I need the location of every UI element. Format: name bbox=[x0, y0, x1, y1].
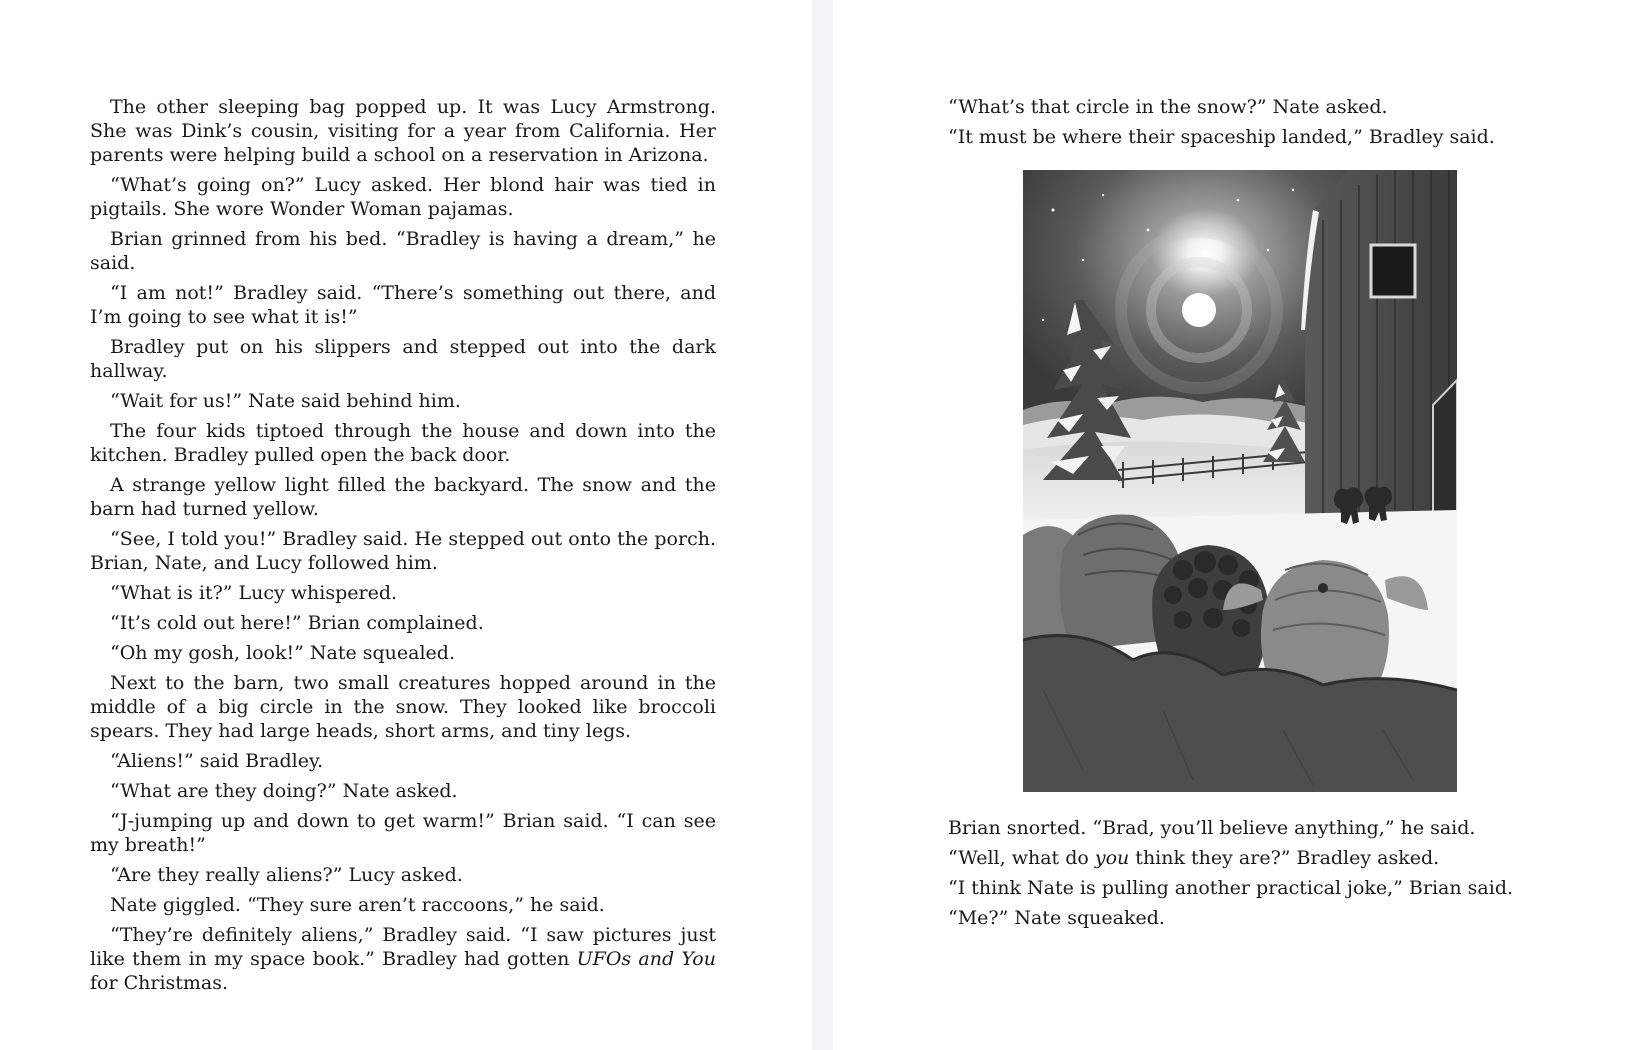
paragraph: “Oh my gosh, look!” Nate squealed. bbox=[110, 642, 455, 664]
paragraph: “They’re definitely aliens,” Bradley said. “I saw pictures just like them in my space book.” Bradley had gotten UFOs and You for Christmas. bbox=[90, 924, 716, 994]
paragraph: “Well, what do you think they are?” Bradley asked. bbox=[948, 847, 1440, 869]
paragraph: “Wait for us!” Nate said behind him. bbox=[110, 390, 461, 412]
paragraph: “I am not!” Bradley said. “There’s something out there, and I’m going to see what it is!” bbox=[90, 282, 716, 328]
paragraph: “Aliens!” said Bradley. bbox=[110, 750, 324, 772]
snowy-barn-night-illustration bbox=[1023, 170, 1457, 792]
emphasis-italic: you bbox=[1094, 847, 1130, 869]
paragraph: “See, I told you!” Bradley said. He stepped out onto the porch. Brian, Nate, and Lucy followed him. bbox=[90, 528, 716, 574]
paragraph: “Are they really aliens?” Lucy asked. bbox=[110, 864, 463, 886]
paragraph: The four kids tiptoed through the house and down into the kitchen. Bradley pulled open the back door. bbox=[90, 420, 716, 466]
paragraph: The other sleeping bag popped up. It was Lucy Armstrong. She was Dink’s cousin, visiting for a year from California. Her parents were helping build a school on a reservation in Arizona. bbox=[90, 96, 716, 166]
paragraph: Brian snorted. “Brad, you’ll believe anything,” he said. bbox=[948, 817, 1476, 839]
left-page-text bbox=[90, 95, 716, 1001]
paragraph: “It must be where their spaceship landed,” Bradley said. bbox=[948, 126, 1495, 148]
paragraph: A strange yellow light filled the backyard. The snow and the barn had turned yellow. bbox=[90, 474, 716, 520]
paragraph: “It’s cold out here!” Brian complained. bbox=[110, 612, 484, 634]
paragraph: Brian grinned from his bed. “Bradley is having a dream,” he said. bbox=[90, 228, 716, 274]
paragraph: Next to the barn, two small creatures hopped around in the middle of a big circle in the snow. They looked like broccoli spears. They had large heads, short arms, and tiny legs. bbox=[90, 672, 716, 742]
paragraph: “What are they doing?” Nate asked. bbox=[110, 780, 458, 802]
paragraph: “J-jumping up and down to get warm!” Brian said. “I can see my breath!” bbox=[90, 810, 716, 856]
paragraph: “Me?” Nate squeaked. bbox=[948, 907, 1165, 929]
right-page-bottom-text bbox=[948, 816, 1568, 936]
left-page[interactable] bbox=[0, 0, 812, 1050]
paragraph: Bradley put on his slippers and stepped out into the dark hallway. bbox=[90, 336, 716, 382]
paragraph: “What’s going on?” Lucy asked. Her blond hair was tied in pigtails. She wore Wonder Woman pajamas. bbox=[90, 174, 716, 220]
page-gutter bbox=[812, 0, 833, 1050]
right-page-top-text bbox=[948, 95, 1548, 155]
paragraph: “I think Nate is pulling another practical joke,” Brian said. bbox=[948, 877, 1514, 899]
paragraph: Nate giggled. “They sure aren’t raccoons,” he said. bbox=[110, 894, 605, 916]
right-page[interactable] bbox=[833, 0, 1646, 1050]
book-title-italic: UFOs and You bbox=[576, 948, 716, 970]
paragraph: “What’s that circle in the snow?” Nate asked. bbox=[948, 96, 1388, 118]
paragraph: “What is it?” Lucy whispered. bbox=[110, 582, 398, 604]
